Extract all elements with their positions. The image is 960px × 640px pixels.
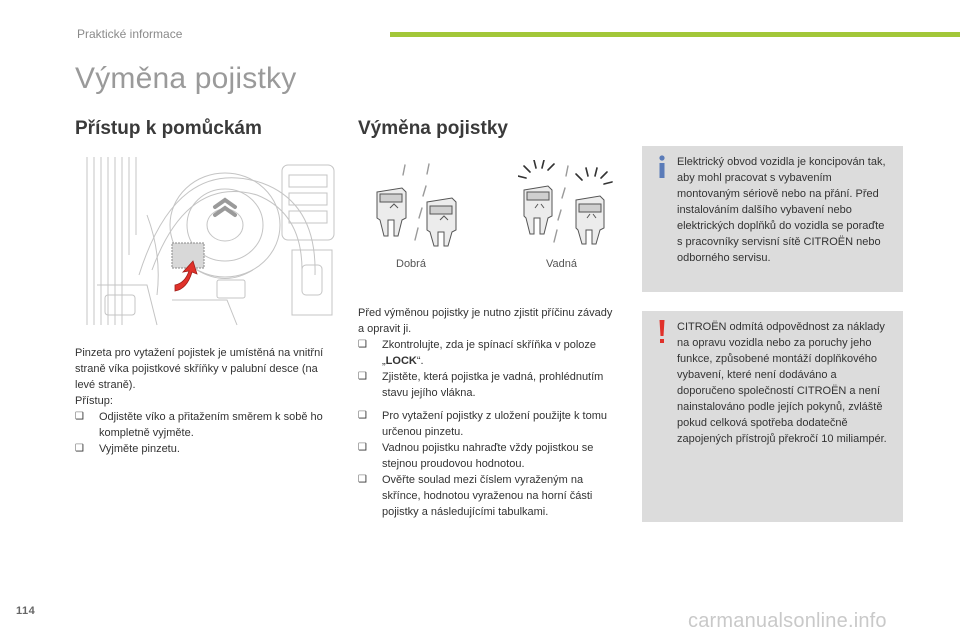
- fuse-blown-illustration: [518, 160, 613, 250]
- info-icon: [653, 154, 671, 180]
- fuse-replace-steps: [358, 408, 620, 520]
- heading-fuse-replacement: Výměna pojistky: [358, 118, 508, 139]
- check-box-bullet-icon: ❑: [358, 442, 367, 453]
- watermark: carmanualsonline.info: [688, 610, 887, 632]
- dashboard-illustration: [77, 155, 338, 331]
- check-box-bullet-icon: ❑: [358, 410, 367, 421]
- replace-step: ❑ Pro vytažení pojistky z uložení použijte k tomu určenou pinzetu.: [358, 410, 607, 438]
- replace-step: ❑ Vadnou pojistku nahraďte vždy pojistkou se stejnou proudovou hodnotou.: [358, 442, 594, 470]
- heading-tool-access: Přístup k pomůckám: [75, 118, 262, 139]
- replace-step: ❑ Ověřte soulad mezi číslem vyraženým na skřínce, hodnotou vyraženou na horní části pojistky a následujícími tabulkami.: [358, 474, 593, 518]
- check-box-bullet-icon: ❑: [358, 474, 367, 485]
- warning-box: [642, 311, 903, 522]
- fuse-check-text: [358, 305, 620, 401]
- page-title: Výměna pojistky: [75, 62, 297, 95]
- check-box-bullet-icon: ❑: [358, 371, 367, 382]
- info-text: Elektrický obvod vozidla je koncipován tak, aby mohl pracovat s vybavením montovaným sériově nebo na přání. Před instalováním dalšího vybavení nebo elektrických doplňků do vozidla se poraďte s pracovníky servisní sítě CITROËN nebo odborného servisu.: [677, 156, 886, 264]
- tool-location-paragraph: Pinzeta pro vytažení pojistek je umístěná na vnitřní straně víka pojistkové skříňky v palubní desce (na levé straně).: [75, 347, 324, 391]
- access-label: Přístup:: [75, 395, 113, 407]
- fuse-good-illustration: [372, 160, 462, 250]
- fuse-good-label: Dobrá: [396, 258, 426, 270]
- tool-access-text: [75, 345, 337, 457]
- access-step: ❑ Vyjměte pinzetu.: [75, 443, 180, 455]
- check-box-bullet-icon: ❑: [358, 339, 367, 350]
- fuse-intro-paragraph: Před výměnou pojistky je nutno zjistit příčinu závady a opravit ji.: [358, 307, 613, 335]
- check-step: ❑ Zjistěte, která pojistka je vadná, prohlédnutím stavu jejího vlákna.: [358, 371, 604, 399]
- check-step: ❑ Zkontrolujte, zda je spínací skříňka v poloze „LOCK“.: [358, 339, 596, 367]
- page-number: 114: [16, 605, 36, 617]
- warning-icon: [653, 319, 671, 345]
- check-box-bullet-icon: ❑: [75, 411, 84, 422]
- check-box-bullet-icon: ❑: [75, 443, 84, 454]
- lock-position-label: LOCK: [385, 355, 417, 367]
- access-step: ❑ Odjistěte víko a přitažením směrem k sobě ho kompletně vyjměte.: [75, 411, 323, 439]
- warning-text: CITROËN odmítá odpovědnost za náklady na opravu vozidla nebo za poruchy jeho funkce, způsobené montáží doplňkového vybavení, které není dodáváno a doporučeno společností CITROËN a není nainstalováno podle jejích pokynů, zvláště pokud celková spotřeba dodatečně zapojených přístrojů překročí 10 miliampér.: [677, 321, 887, 445]
- fuse-blown-label: Vadná: [546, 258, 577, 270]
- info-box: [642, 146, 903, 292]
- section-accent-bar: [390, 32, 960, 37]
- section-label: Praktické informace: [77, 27, 183, 41]
